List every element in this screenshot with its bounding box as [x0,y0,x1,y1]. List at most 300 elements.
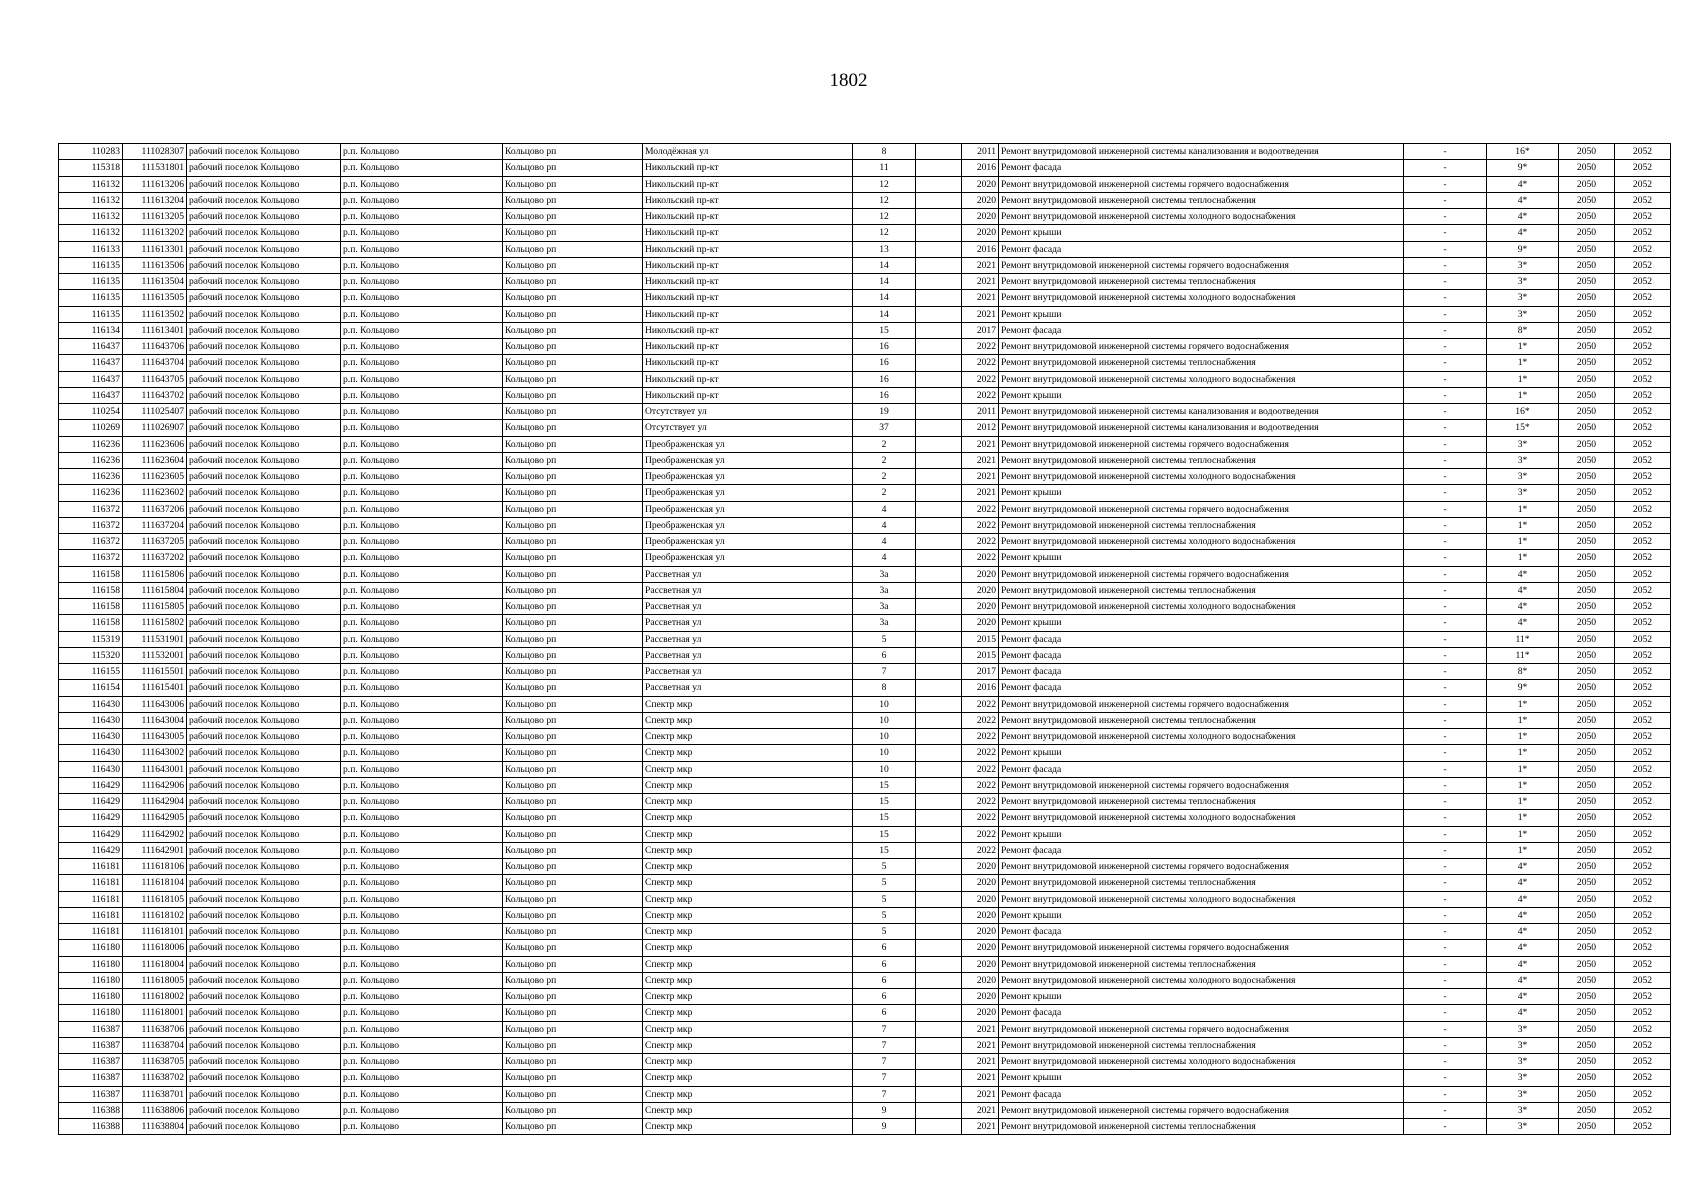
year-to-cell: 2052 [1615,517,1671,533]
locality-cell: Кольцово рп [503,144,643,160]
year-from-cell: 2050 [1559,680,1615,696]
locality-cell: Кольцово рп [503,1102,643,1118]
table-row [59,225,1671,241]
settlement-cell: р.п. Кольцово [341,387,503,403]
dash-cell: - [1404,875,1487,891]
year-from-cell: 2050 [1559,940,1615,956]
period-cell: 3* [1487,1070,1559,1086]
table-row [59,680,1671,696]
settlement-cell: р.п. Кольцово [341,1119,503,1135]
house-number-cell: 14 [853,257,916,273]
building-cell [916,582,962,598]
locality-cell: Кольцово рп [503,826,643,842]
settlement-cell: р.п. Кольцово [341,274,503,290]
year-cell: 2011 [962,404,999,420]
house-number-cell: 10 [853,761,916,777]
table-row [59,452,1671,468]
period-cell: 3* [1487,1037,1559,1053]
house-number-cell: 7 [853,664,916,680]
year-cell: 2021 [962,1070,999,1086]
municipality-cell: рабочий поселок Кольцово [187,891,341,907]
house-id-cell: 116437 [59,355,123,371]
dash-cell: - [1404,420,1487,436]
house-id-cell: 116429 [59,777,123,793]
house-number-cell: 7 [853,1021,916,1037]
house-number-cell: 3а [853,615,916,631]
work-id-cell: 111638701 [123,1086,187,1102]
year-to-cell: 2052 [1615,599,1671,615]
work-id-cell: 111643706 [123,339,187,355]
year-from-cell: 2050 [1559,355,1615,371]
table-row [59,615,1671,631]
year-cell: 2022 [962,712,999,728]
municipality-cell: рабочий поселок Кольцово [187,745,341,761]
year-cell: 2021 [962,1021,999,1037]
table-row [59,810,1671,826]
year-cell: 2016 [962,160,999,176]
year-to-cell: 2052 [1615,810,1671,826]
table-row [59,420,1671,436]
house-id-cell: 116132 [59,176,123,192]
year-to-cell: 2052 [1615,452,1671,468]
dash-cell: - [1404,729,1487,745]
street-cell: Спектр мкр [643,891,853,907]
dash-cell: - [1404,696,1487,712]
year-cell: 2022 [962,550,999,566]
building-cell [916,696,962,712]
table-row [59,599,1671,615]
house-id-cell: 116181 [59,859,123,875]
house-id-cell: 116135 [59,274,123,290]
house-id-cell: 116180 [59,940,123,956]
period-cell: 4* [1487,582,1559,598]
work-type-cell: Ремонт крыши [999,826,1404,842]
municipality-cell: рабочий поселок Кольцово [187,257,341,273]
building-cell [916,436,962,452]
house-id-cell: 116387 [59,1021,123,1037]
building-cell [916,1021,962,1037]
work-id-cell: 111615501 [123,664,187,680]
year-cell: 2021 [962,469,999,485]
year-cell: 2020 [962,924,999,940]
work-type-cell: Ремонт крыши [999,306,1404,322]
table-row [59,1086,1671,1102]
building-cell [916,664,962,680]
dash-cell: - [1404,924,1487,940]
year-to-cell: 2052 [1615,306,1671,322]
settlement-cell: р.п. Кольцово [341,956,503,972]
year-cell: 2020 [962,566,999,582]
year-cell: 2022 [962,761,999,777]
settlement-cell: р.п. Кольцово [341,777,503,793]
year-to-cell: 2052 [1615,924,1671,940]
period-cell: 3* [1487,1086,1559,1102]
table-row [59,306,1671,322]
municipality-cell: рабочий поселок Кольцово [187,517,341,533]
municipality-cell: рабочий поселок Кольцово [187,664,341,680]
table-row [59,582,1671,598]
year-to-cell: 2052 [1615,469,1671,485]
settlement-cell: р.п. Кольцово [341,615,503,631]
table-row [59,339,1671,355]
work-type-cell: Ремонт внутридомовой инженерной системы теплоснабжения [999,1037,1404,1053]
municipality-cell: рабочий поселок Кольцово [187,940,341,956]
table-row [59,1021,1671,1037]
building-cell [916,387,962,403]
work-type-cell: Ремонт внутридомовой инженерной системы теплоснабжения [999,517,1404,533]
year-from-cell: 2050 [1559,1005,1615,1021]
locality-cell: Кольцово рп [503,907,643,923]
dash-cell: - [1404,842,1487,858]
building-cell [916,599,962,615]
municipality-cell: рабочий поселок Кольцово [187,826,341,842]
year-from-cell: 2050 [1559,1102,1615,1118]
year-cell: 2011 [962,144,999,160]
settlement-cell: р.п. Кольцово [341,290,503,306]
dash-cell: - [1404,501,1487,517]
table-row [59,956,1671,972]
dash-cell: - [1404,1021,1487,1037]
building-cell [916,712,962,728]
dash-cell: - [1404,160,1487,176]
year-to-cell: 2052 [1615,534,1671,550]
work-type-cell: Ремонт внутридомовой инженерной системы холодного водоснабжения [999,972,1404,988]
house-number-cell: 10 [853,745,916,761]
work-type-cell: Ремонт внутридомовой инженерной системы теплоснабжения [999,355,1404,371]
street-cell: Спектр мкр [643,712,853,728]
house-number-cell: 6 [853,1005,916,1021]
year-from-cell: 2050 [1559,241,1615,257]
work-type-cell: Ремонт фасада [999,842,1404,858]
municipality-cell: рабочий поселок Кольцово [187,582,341,598]
building-cell [916,647,962,663]
dash-cell: - [1404,647,1487,663]
year-to-cell: 2052 [1615,420,1671,436]
municipality-cell: рабочий поселок Кольцово [187,631,341,647]
settlement-cell: р.п. Кольцово [341,631,503,647]
year-to-cell: 2052 [1615,794,1671,810]
house-number-cell: 7 [853,1037,916,1053]
municipality-cell: рабочий поселок Кольцово [187,485,341,501]
work-type-cell: Ремонт внутридомовой инженерной системы холодного водоснабжения [999,534,1404,550]
street-cell: Никольский пр-кт [643,290,853,306]
year-to-cell: 2052 [1615,826,1671,842]
building-cell [916,810,962,826]
dash-cell: - [1404,631,1487,647]
work-id-cell: 111643004 [123,712,187,728]
house-id-cell: 116180 [59,1005,123,1021]
year-from-cell: 2050 [1559,810,1615,826]
year-to-cell: 2052 [1615,1070,1671,1086]
locality-cell: Кольцово рп [503,956,643,972]
settlement-cell: р.п. Кольцово [341,160,503,176]
house-id-cell: 116430 [59,761,123,777]
settlement-cell: р.п. Кольцово [341,322,503,338]
settlement-cell: р.п. Кольцово [341,1054,503,1070]
house-id-cell: 110269 [59,420,123,436]
work-id-cell: 111615804 [123,582,187,598]
year-to-cell: 2052 [1615,680,1671,696]
house-number-cell: 14 [853,306,916,322]
house-number-cell: 3а [853,582,916,598]
locality-cell: Кольцово рп [503,485,643,501]
year-cell: 2020 [962,582,999,598]
house-id-cell: 116158 [59,582,123,598]
house-id-cell: 116387 [59,1054,123,1070]
year-to-cell: 2052 [1615,404,1671,420]
work-type-cell: Ремонт внутридомовой инженерной системы теплоснабжения [999,192,1404,208]
year-from-cell: 2050 [1559,517,1615,533]
work-type-cell: Ремонт крыши [999,225,1404,241]
street-cell: Спектр мкр [643,826,853,842]
house-id-cell: 116437 [59,339,123,355]
settlement-cell: р.п. Кольцово [341,1086,503,1102]
period-cell: 9* [1487,241,1559,257]
work-type-cell: Ремонт внутридомовой инженерной системы горячего водоснабжения [999,176,1404,192]
table-row [59,192,1671,208]
year-to-cell: 2052 [1615,1102,1671,1118]
street-cell: Спектр мкр [643,1102,853,1118]
locality-cell: Кольцово рп [503,1005,643,1021]
year-to-cell: 2052 [1615,176,1671,192]
building-cell [916,1102,962,1118]
settlement-cell: р.п. Кольцово [341,534,503,550]
year-from-cell: 2050 [1559,420,1615,436]
municipality-cell: рабочий поселок Кольцово [187,420,341,436]
work-type-cell: Ремонт внутридомовой инженерной системы холодного водоснабжения [999,729,1404,745]
table-row [59,371,1671,387]
work-id-cell: 111637202 [123,550,187,566]
table-row [59,290,1671,306]
dash-cell: - [1404,1070,1487,1086]
street-cell: Спектр мкр [643,1037,853,1053]
table-row [59,209,1671,225]
table-row [59,404,1671,420]
street-cell: Преображенская ул [643,436,853,452]
dash-cell: - [1404,209,1487,225]
year-to-cell: 2052 [1615,989,1671,1005]
work-id-cell: 111615401 [123,680,187,696]
year-from-cell: 2050 [1559,891,1615,907]
locality-cell: Кольцово рп [503,420,643,436]
street-cell: Спектр мкр [643,940,853,956]
street-cell: Спектр мкр [643,729,853,745]
work-type-cell: Ремонт крыши [999,907,1404,923]
year-from-cell: 2050 [1559,176,1615,192]
work-type-cell: Ремонт фасада [999,761,1404,777]
year-from-cell: 2050 [1559,290,1615,306]
year-to-cell: 2052 [1615,1054,1671,1070]
building-cell [916,144,962,160]
municipality-cell: рабочий поселок Кольцово [187,371,341,387]
municipality-cell: рабочий поселок Кольцово [187,1070,341,1086]
year-cell: 2022 [962,826,999,842]
locality-cell: Кольцово рп [503,176,643,192]
building-cell [916,306,962,322]
period-cell: 1* [1487,339,1559,355]
year-cell: 2020 [962,956,999,972]
period-cell: 8* [1487,322,1559,338]
year-to-cell: 2052 [1615,274,1671,290]
house-number-cell: 19 [853,404,916,420]
period-cell: 1* [1487,745,1559,761]
work-type-cell: Ремонт внутридомовой инженерной системы холодного водоснабжения [999,599,1404,615]
table-row [59,501,1671,517]
period-cell: 1* [1487,501,1559,517]
work-type-cell: Ремонт внутридомовой инженерной системы холодного водоснабжения [999,469,1404,485]
municipality-cell: рабочий поселок Кольцово [187,404,341,420]
table-row [59,940,1671,956]
locality-cell: Кольцово рп [503,989,643,1005]
house-number-cell: 15 [853,810,916,826]
house-number-cell: 14 [853,290,916,306]
street-cell: Преображенская ул [643,517,853,533]
building-cell [916,355,962,371]
work-type-cell: Ремонт внутридомовой инженерной системы теплоснабжения [999,1119,1404,1135]
house-id-cell: 116135 [59,290,123,306]
street-cell: Преображенская ул [643,534,853,550]
settlement-cell: р.п. Кольцово [341,371,503,387]
period-cell: 3* [1487,257,1559,273]
period-cell: 3* [1487,290,1559,306]
year-from-cell: 2050 [1559,225,1615,241]
work-id-cell: 111613202 [123,225,187,241]
year-to-cell: 2052 [1615,777,1671,793]
building-cell [916,452,962,468]
work-id-cell: 111638804 [123,1119,187,1135]
work-type-cell: Ремонт фасада [999,1005,1404,1021]
house-number-cell: 13 [853,241,916,257]
municipality-cell: рабочий поселок Кольцово [187,241,341,257]
table-row [59,696,1671,712]
settlement-cell: р.п. Кольцово [341,810,503,826]
street-cell: Спектр мкр [643,1005,853,1021]
work-id-cell: 111026907 [123,420,187,436]
house-id-cell: 116158 [59,599,123,615]
dash-cell: - [1404,452,1487,468]
house-number-cell: 2 [853,452,916,468]
period-cell: 4* [1487,566,1559,582]
dash-cell: - [1404,517,1487,533]
house-number-cell: 10 [853,712,916,728]
year-to-cell: 2052 [1615,647,1671,663]
year-cell: 2022 [962,729,999,745]
street-cell: Рассветная ул [643,664,853,680]
table-row [59,322,1671,338]
work-id-cell: 111643705 [123,371,187,387]
settlement-cell: р.п. Кольцово [341,306,503,322]
work-id-cell: 111613506 [123,257,187,273]
municipality-cell: рабочий поселок Кольцово [187,436,341,452]
work-type-cell: Ремонт внутридомовой инженерной системы теплоснабжения [999,274,1404,290]
year-from-cell: 2050 [1559,956,1615,972]
house-id-cell: 116372 [59,517,123,533]
period-cell: 4* [1487,940,1559,956]
year-to-cell: 2052 [1615,501,1671,517]
work-id-cell: 111642902 [123,826,187,842]
building-cell [916,404,962,420]
street-cell: Рассветная ул [643,599,853,615]
year-from-cell: 2050 [1559,859,1615,875]
work-type-cell: Ремонт внутридомовой инженерной системы горячего водоснабжения [999,696,1404,712]
street-cell: Никольский пр-кт [643,339,853,355]
year-to-cell: 2052 [1615,371,1671,387]
settlement-cell: р.п. Кольцово [341,647,503,663]
street-cell: Спектр мкр [643,956,853,972]
building-cell [916,842,962,858]
street-cell: Преображенская ул [643,469,853,485]
locality-cell: Кольцово рп [503,842,643,858]
dash-cell: - [1404,826,1487,842]
street-cell: Отсутствует ул [643,404,853,420]
house-number-cell: 2 [853,436,916,452]
municipality-cell: рабочий поселок Кольцово [187,306,341,322]
settlement-cell: р.п. Кольцово [341,485,503,501]
year-to-cell: 2052 [1615,1119,1671,1135]
settlement-cell: р.п. Кольцово [341,501,503,517]
building-cell [916,777,962,793]
settlement-cell: р.п. Кольцово [341,761,503,777]
settlement-cell: р.п. Кольцово [341,924,503,940]
work-type-cell: Ремонт внутридомовой инженерной системы горячего водоснабжения [999,566,1404,582]
house-number-cell: 12 [853,225,916,241]
building-cell [916,209,962,225]
table-row [59,1070,1671,1086]
year-from-cell: 2050 [1559,192,1615,208]
municipality-cell: рабочий поселок Кольцово [187,810,341,826]
table-row [59,1037,1671,1053]
settlement-cell: р.п. Кольцово [341,209,503,225]
table-row [59,160,1671,176]
municipality-cell: рабочий поселок Кольцово [187,1054,341,1070]
building-cell [916,859,962,875]
year-cell: 2020 [962,940,999,956]
work-id-cell: 111637204 [123,517,187,533]
year-from-cell: 2050 [1559,209,1615,225]
period-cell: 1* [1487,387,1559,403]
locality-cell: Кольцово рп [503,339,643,355]
period-cell: 3* [1487,1102,1559,1118]
year-cell: 2020 [962,1005,999,1021]
year-cell: 2017 [962,664,999,680]
house-id-cell: 115320 [59,647,123,663]
dash-cell: - [1404,1102,1487,1118]
dash-cell: - [1404,241,1487,257]
year-from-cell: 2050 [1559,615,1615,631]
year-to-cell: 2052 [1615,192,1671,208]
building-cell [916,225,962,241]
house-number-cell: 16 [853,371,916,387]
building-cell [916,631,962,647]
municipality-cell: рабочий поселок Кольцово [187,290,341,306]
dash-cell: - [1404,777,1487,793]
municipality-cell: рабочий поселок Кольцово [187,160,341,176]
period-cell: 1* [1487,712,1559,728]
settlement-cell: р.п. Кольцово [341,225,503,241]
work-id-cell: 111613504 [123,274,187,290]
year-cell: 2021 [962,257,999,273]
house-id-cell: 116180 [59,972,123,988]
work-id-cell: 111618001 [123,1005,187,1021]
table-row [59,436,1671,452]
house-id-cell: 116132 [59,225,123,241]
municipality-cell: рабочий поселок Кольцово [187,696,341,712]
period-cell: 1* [1487,696,1559,712]
street-cell: Спектр мкр [643,989,853,1005]
period-cell: 11* [1487,647,1559,663]
year-from-cell: 2050 [1559,1119,1615,1135]
year-from-cell: 2050 [1559,842,1615,858]
